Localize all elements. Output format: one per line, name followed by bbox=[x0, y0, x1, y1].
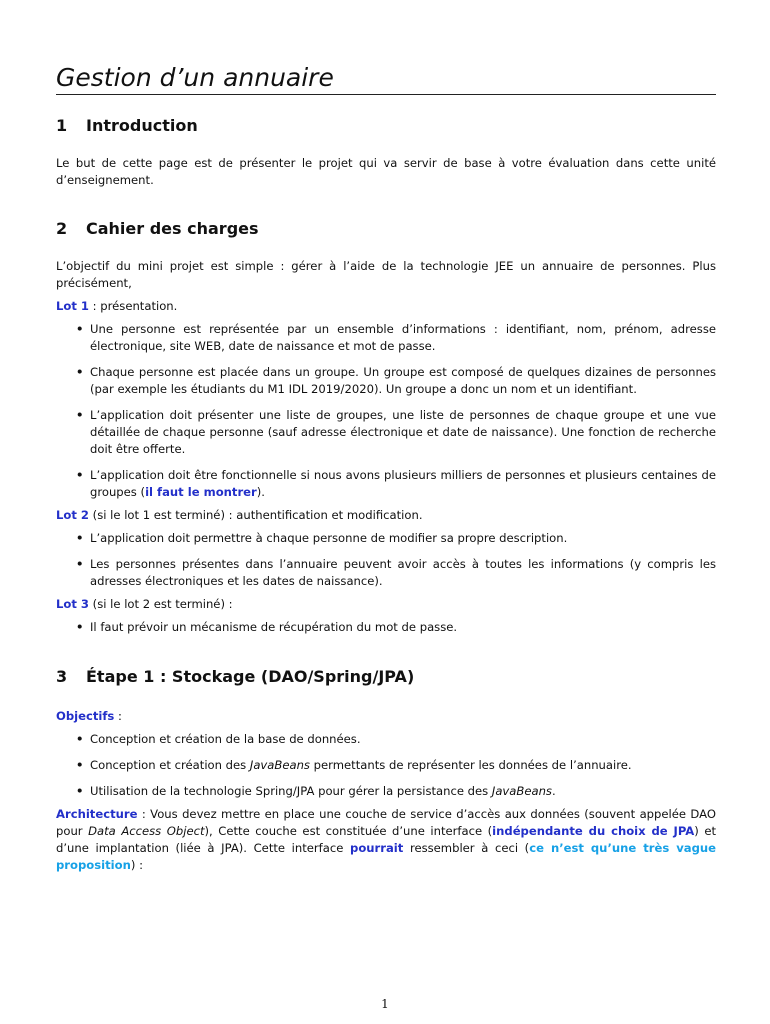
lot-3-label: Lot 3 bbox=[56, 597, 89, 611]
section-title: Étape 1 : Stockage (DAO/Spring/JPA) bbox=[86, 667, 415, 686]
paragraph-text: ), Cette couche est constituée d’une interface ( bbox=[204, 824, 493, 838]
paragraph-text: ressembler à ceci ( bbox=[403, 841, 530, 855]
lot-2-label: Lot 2 bbox=[56, 508, 89, 522]
page-title: Gestion d’un annuaire bbox=[56, 63, 716, 95]
lot-2-line bbox=[56, 507, 716, 524]
section-title: Introduction bbox=[86, 116, 198, 135]
objectifs-label: Objectifs bbox=[56, 709, 115, 723]
emphasis-text: indépendante du choix de JPA bbox=[492, 824, 695, 838]
paragraph-text: : Vous devez mettre en place une couche de service d’accès aux données (souvent appelée DAO pour bbox=[56, 807, 716, 838]
bullet-icon: • bbox=[76, 620, 84, 634]
list-item bbox=[56, 530, 716, 547]
section-heading bbox=[56, 667, 716, 687]
bullet-icon: • bbox=[76, 758, 84, 772]
bullet-icon: • bbox=[76, 732, 84, 746]
list-item-text: Utilisation de la technologie Spring/JPA pour gérer la persistance des bbox=[90, 784, 492, 798]
section-etape-1 bbox=[56, 667, 716, 874]
list-item bbox=[56, 407, 716, 458]
paragraph-text: ) et d’une implantation (liée à JPA). Cette interface bbox=[56, 824, 716, 855]
section-heading bbox=[56, 116, 716, 136]
objectifs-line bbox=[56, 708, 716, 725]
lot-3-list bbox=[56, 619, 716, 636]
list-item bbox=[56, 364, 716, 398]
proposal-text: ce n’est qu’une très vague proposition bbox=[56, 841, 716, 872]
list-item bbox=[56, 619, 716, 636]
bullet-icon: • bbox=[76, 784, 84, 798]
bullet-icon: • bbox=[76, 531, 84, 545]
architecture-paragraph bbox=[56, 806, 716, 874]
bullet-icon: • bbox=[76, 365, 84, 379]
italic-text: Data Access Object bbox=[88, 824, 205, 838]
italic-text: JavaBeans bbox=[491, 784, 552, 798]
list-item-text: permettants de représenter les données de l’annuaire. bbox=[309, 758, 632, 772]
italic-text: JavaBeans bbox=[249, 758, 310, 772]
section-cahier-des-charges bbox=[56, 219, 716, 636]
list-item-text: Conception et création de la base de données. bbox=[90, 732, 361, 746]
bullet-icon: • bbox=[76, 557, 84, 571]
lot-1-label: Lot 1 bbox=[56, 299, 89, 313]
list-item bbox=[56, 467, 716, 501]
section-introduction bbox=[56, 116, 716, 189]
page-number: 1 bbox=[381, 997, 389, 1011]
list-item bbox=[56, 321, 716, 355]
lot-3-line bbox=[56, 596, 716, 613]
list-item-text: Chaque personne est placée dans un groupe. Un groupe est composé de quelques dizaines de personnes (par exemple les étudiants du M1 IDL 2019/2020). Un groupe a donc un nom et un identifiant. bbox=[90, 365, 716, 396]
emphasis-text: pourrait bbox=[350, 841, 404, 855]
paragraph-text: ) : bbox=[130, 858, 143, 872]
list-item-text: L’application doit présenter une liste de groupes, une liste de personnes de chaque groupe et une vue détaillée de chaque personne (sauf adresse électronique et date de naissance). Une fonction de recherche doit être offerte. bbox=[90, 408, 716, 456]
intro-paragraph: Le but de cette page est de présenter le projet qui va servir de base à votre évaluation dans cette unité d’enseignement. bbox=[56, 156, 716, 187]
list-item-text: L’application doit être fonctionnelle si nous avons plusieurs milliers de personnes et plusieurs centaines de groupes ( bbox=[90, 468, 716, 499]
section-number: 2 bbox=[56, 219, 68, 238]
bullet-icon: • bbox=[76, 408, 84, 422]
list-item-text: Les personnes présentes dans l’annuaire peuvent avoir accès à toutes les informations (y compris les adresses électroniques et les dates de naissance). bbox=[90, 557, 716, 588]
lot-1-desc: : présentation. bbox=[89, 299, 178, 313]
bullet-icon: • bbox=[76, 322, 84, 336]
architecture-label: Architecture bbox=[56, 807, 138, 821]
objective-paragraph: L’objectif du mini projet est simple : gérer à l’aide de la technologie JEE un annuaire de personnes. Plus précisément, bbox=[56, 259, 716, 290]
lot-3-desc: (si le lot 2 est terminé) : bbox=[89, 597, 233, 611]
section-number: 1 bbox=[56, 116, 68, 135]
lot-2-desc: (si le lot 1 est terminé) : authentification et modification. bbox=[89, 508, 423, 522]
list-item bbox=[56, 783, 716, 800]
objectifs-colon: : bbox=[114, 709, 122, 723]
section-heading bbox=[56, 219, 716, 239]
lot-2-list bbox=[56, 530, 716, 590]
objectifs-list bbox=[56, 731, 716, 800]
bullet-icon: • bbox=[76, 468, 84, 482]
list-item-text: Une personne est représentée par un ensemble d’informations : identifiant, nom, prénom, adresse électronique, site WEB, date de naissance et mot de passe. bbox=[90, 322, 716, 353]
list-item bbox=[56, 731, 716, 748]
list-item bbox=[56, 556, 716, 590]
lot-1-list bbox=[56, 321, 716, 501]
emphasis-text: il faut le montrer bbox=[145, 485, 257, 499]
list-item bbox=[56, 757, 716, 774]
list-item-text: . bbox=[551, 784, 556, 798]
section-title: Cahier des charges bbox=[86, 219, 259, 238]
list-item-text: Conception et création des bbox=[90, 758, 250, 772]
lot-1-line bbox=[56, 298, 716, 315]
list-item-text: Il faut prévoir un mécanisme de récupération du mot de passe. bbox=[90, 620, 458, 634]
list-item-text: ). bbox=[256, 485, 265, 499]
list-item-text: L’application doit permettre à chaque personne de modifier sa propre description. bbox=[90, 531, 568, 545]
section-number: 3 bbox=[56, 667, 68, 686]
